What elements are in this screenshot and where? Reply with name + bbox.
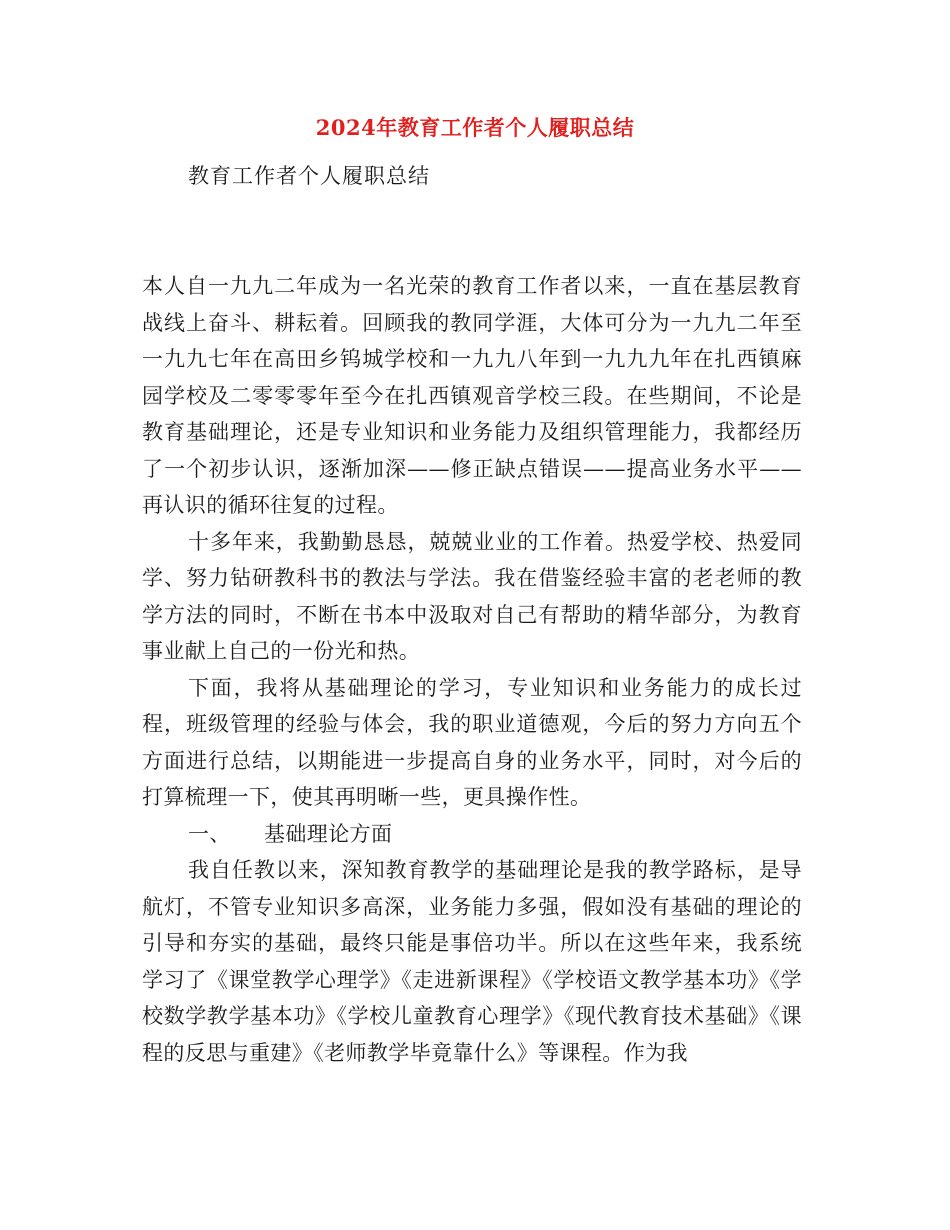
paragraph-diligence: 十多年来，我勤勤恳恳，兢兢业业的工作着。热爱学校、热爱同学、努力钻研教科书的教法与学法。我在借鉴经验丰富的老老师的教学方法的同时，不断在书本中汲取对自己有帮助的精华部分，为教育事业献上自己的一份光和热。 (142, 529, 802, 663)
document-subtitle: 教育工作者个人履职总结 (188, 164, 430, 188)
document-title: 2024年教育工作者个人履职总结 (315, 115, 635, 140)
section-heading-1 (142, 816, 802, 853)
document-body (142, 268, 802, 1071)
section-number: 一、 (188, 821, 231, 846)
section-heading-text: 基础理论方面 (264, 821, 393, 846)
paragraph-outline: 下面，我将从基础理论的学习，专业知识和业务能力的成长过程，班级管理的经验与体会，我的职业道德观，今后的努力方向五个方面进行总结，以期能进一步提高自身的业务水平，同时，对今后的打算梳理一下，使其再明晰一些，更具操作性。 (142, 675, 802, 809)
paragraph-basic-theory: 我自任教以来，深知教育教学的基础理论是我的教学路标，是导航灯，不管专业知识多高深，业务能力多强，假如没有基础的理论的引导和夯实的基础，最终只能是事倍功半。所以在这些年来，我系统学习了《课堂教学心理学》《走进新课程》《学校语文教学基本功》《学校数学教学基本功》《学校儿童教育心理学》《现代教育技术基础》《课程的反思与重建》《老师教学毕竟靠什么》等课程。作为我 (142, 858, 802, 1065)
paragraph-intro: 本人自一九九二年成为一名光荣的教育工作者以来，一直在基层教育战线上奋斗、耕耘着。回顾我的教同学涯，大体可分为一九九二年至一九九七年在高田乡钨城学校和一九九八年到一九九九年在扎西镇麻园学校及二零零零年至今在扎西镇观音学校三段。在些期间，不论是教育基础理论，还是专业知识和业务能力及组织管理能力，我都经历了一个初步认识，逐渐加深——修正缺点错误——提高业务水平——再认识的循环往复的过程。 (142, 274, 802, 517)
